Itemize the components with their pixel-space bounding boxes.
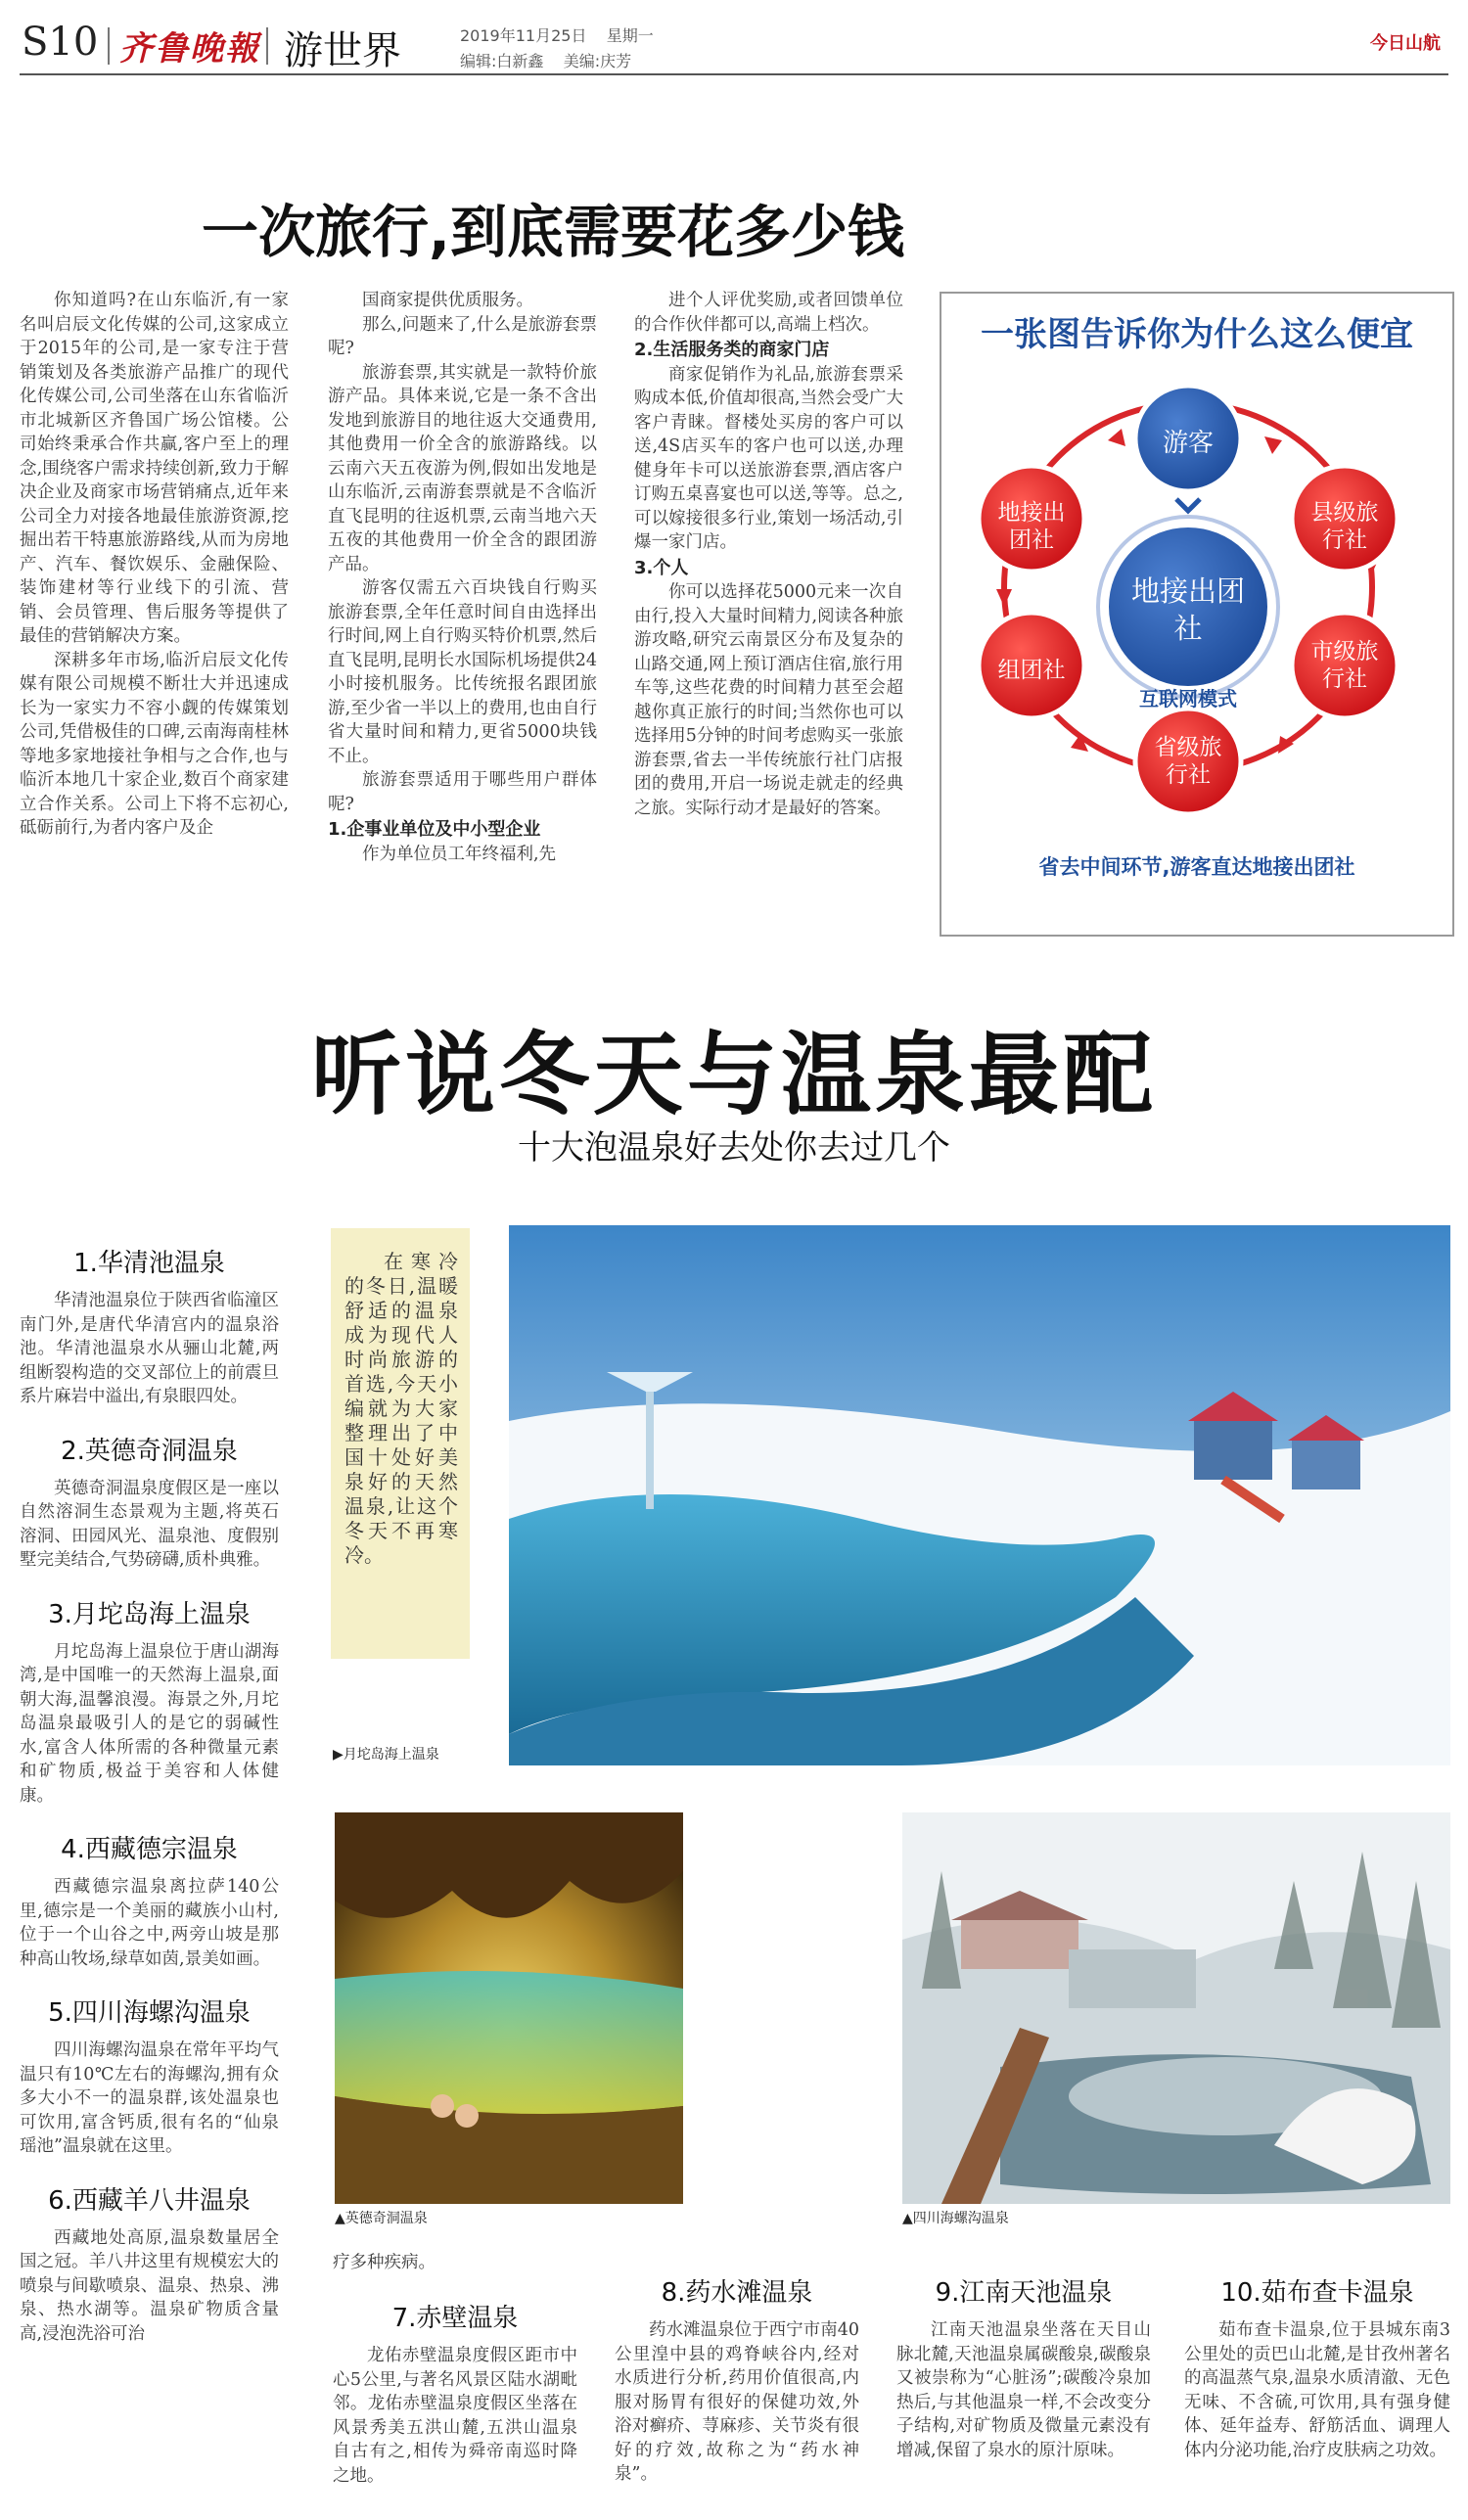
caption-hailuogou: ▲四川海螺沟温泉 [902,2211,1009,2226]
node-label-local: 地接出团社 [997,500,1066,553]
spring-text: 西藏地处高原,温泉数量居全国之冠。羊八井这里有规模宏大的喷泉与间歇喷泉、温泉、热泉、沸泉、热水湖等。温泉矿物质含量高,浸泡洗浴可治 [20,2227,279,2344]
spring-text: 药水滩温泉位于西宁市南40公里湟中县的鸡脊峡谷内,经对水质进行分析,药用价值很高,内服对肠胃有很好的保健功效,外浴对癣疥、荨麻疹、关节炎有很好的疗效,故称之为“药水神泉”。 [615,2320,859,2484]
spring-item-9 [896,2272,1151,2462]
spring-title: 5.四川海螺沟温泉 [48,1998,251,2028]
weekday-text: 星期一 [606,26,654,45]
spring-text: 西藏德宗温泉离拉萨140公里,德宗是一个美丽的藏族小山村,位于一个山谷之中,两旁山坡是那种高山牧场,绿草如茵,景美如画。 [20,1877,279,1969]
photo-hailuogou [902,1812,1450,2204]
spring-item [20,1993,279,2159]
article1-paragraph: 进个人评优奖励,或者回馈单位的合作伙伴都可以,高端上档次。 [634,291,903,335]
editor-credits [460,49,631,71]
caption-yuetuo: ▶月坨岛海上温泉 [333,1747,439,1763]
article1-paragraph: 商家促销作为礼品,旅游套票采购成本低,价值却很高,当然会受广大客户青睐。督楼处买房的客户可以送,4S店买车的客户也可以送,办理健身年卡可以送旅游套票,酒店客户订购五桌喜宴也可以送,等等。总之,可以嫁接很多行业,策划一场活动,引爆一家门店。 [634,364,903,552]
header-divider [108,27,110,65]
article1-column-2 [328,289,597,866]
node-label-group: 组团社 [997,658,1066,683]
article1-paragraph: 你可以选择花5000元来一次自由行,投入大量时间精力,阅读各种旅游攻略,研究云南景区分布及复杂的山路交通,网上预订酒店住宿,旅行用车等,这些花费的时间精力甚至会超越你真正旅行的时间;当然你也可以选择用5分钟的时间考虑购买一张旅游套票,省去一半传统旅行社门店报团的费用,开启一场说走就走的经典之旅。实际行动才是最好的答案。 [634,582,903,818]
article1-paragraph: 游客仅需五六百块钱自行购买旅游套票,全年任意时间自由选择出行时间,网上自行购买特价机票,然后直飞昆明,昆明长水国际机场提供24小时接机服务。比传统报名跟团旅游,至少省一半以上的费用,也由自行省大量时间和精力,更省5000块钱不止。 [328,578,597,766]
intro-box [331,1228,470,1659]
editor-text: 编辑:白新鑫 [460,52,544,70]
spring-item [20,1243,279,1409]
node-label-city: 市级旅行社 [1310,639,1379,692]
article1-column-3 [634,289,903,820]
photo-yingde-image [335,1812,683,2204]
page-number: S10 [22,20,99,65]
photo-hailuogou-image [902,1812,1450,2204]
article1-column-1 [20,289,289,841]
spring-title: 2.英德奇洞温泉 [61,1436,238,1466]
photo-yuetuo-island [509,1225,1450,1765]
article1-headline: 一次旅行,到底需要花多少钱 [201,199,905,265]
spring-text: 龙佑赤壁温泉度假区距市中心5公里,与著名风景区陆水湖毗邻。龙佑赤壁温泉度假区坐落在风景秀美五洪山麓,五洪山温泉自古有之,相传为舜帝南巡时降之地。 [333,2346,577,2486]
article1-paragraph: 国商家提供优质服务。 [362,291,533,310]
article2-headline: 听说冬天与温泉最配 [310,1023,1157,1127]
node-label-tourist: 游客 [1162,429,1214,458]
spring-text: 月坨岛海上温泉位于唐山湖海湾,是中国唯一的天然海上温泉,面朝大海,温馨浪漫。海景之外,月坨岛温泉最吸引人的是它的弱碱性水,富含人体所需的各种微量元素和矿物质,极益于美容和人体健康。 [20,1641,279,1806]
spring-item [20,1594,279,1809]
spring-title: 7.赤壁温泉 [391,2304,519,2333]
intro-text: 在寒冷的冬日,温暖舒适的温泉成为现代人时尚旅游的首选,今天小编就为大家整理出了中国十处好美泉好的天然温泉,让这个冬天不再寒冷。 [344,1250,458,1567]
spring-title: 4.西藏德宗温泉 [61,1835,238,1864]
header-divider [266,27,268,65]
brand-label: 今日山航 [1370,33,1441,54]
spring-item-8 [615,2272,859,2487]
spring-text: 疗多种疾病。 [333,2253,436,2272]
infographic-box [940,292,1454,937]
node-label-province: 省级旅行社 [1154,735,1222,788]
spring-title: 1.华清池温泉 [73,1249,225,1278]
down-arrow [1176,499,1200,511]
publish-date [460,23,654,46]
infographic-title: 一张图告诉你为什么这么便宜 [981,315,1413,354]
center-label: 地接出团社 [1130,574,1245,645]
caption-yingde: ▲英德奇洞温泉 [335,2211,428,2226]
article1-paragraph: 作为单位员工年终福利,先 [362,844,557,864]
article1-paragraph: 旅游套票适用于哪些用户群体呢? [328,770,597,814]
spring-list-left [20,1243,279,2346]
article1-paragraph: 旅游套票,其实就是一款特价旅游产品。具体来说,它是一条不含出发地到旅游目的地往返大交通费用,其他费用一价全含的旅游路线。以云南六天五夜游为例,假如出发地是山东临沂,云南游套票就是不含临沂直飞昆明的往返机票,云南当地六天五夜的其他费用一价全含的跟团游产品。 [328,362,597,574]
center-sublabel: 互联网模式 [1139,687,1237,710]
photo-yingde-cave [335,1812,683,2204]
article1-subheading: 1.企事业单位及中小型企业 [328,819,541,840]
article1-subheading: 2.生活服务类的商家门店 [634,340,830,360]
article2-subhead: 十大泡温泉好去处你去过几个 [518,1128,950,1168]
spring-title: 9.江南天池温泉 [935,2278,1113,2308]
spring-text: 英德奇洞温泉度假区是一座以自然溶洞生态景观为主题,将英石溶洞、田园风光、温泉池、度假别墅完美结合,气势磅礴,质朴典雅。 [20,1478,279,1570]
spring-title: 10.茹布查卡温泉 [1220,2278,1414,2308]
article1-paragraph: 深耕多年市场,临沂启辰文化传媒有限公司规模不断壮大并迅速成长为一家实力不容小觑的传媒策划公司,凭借极佳的口碑,云南海南桂林等地多家地接社争相与之合作,也与临沂本地几十家企业,数百个商家建立合作关系。公司上下将不忘初心,砥砺前行,为者内客户及企 [20,650,289,838]
spring-title: 6.西藏羊八井温泉 [48,2185,251,2216]
photo-yuetuo-image [509,1225,1450,1765]
spring-item-10 [1184,2272,1450,2462]
section-title: 游世界 [284,28,401,73]
spring-item [20,1431,279,1573]
designer-text: 美编:庆芳 [563,52,632,70]
article1-subheading: 3.个人 [634,557,689,578]
article1-paragraph: 那么,问题来了,什么是旅游套票呢? [328,314,597,358]
article1-paragraph: 你知道吗?在山东临沂,有一家名叫启辰文化传媒的公司,这家成立于2015年的公司,是一家专注于营销策划及各类旅游产品推广的现代化传媒公司,公司坐落在山东省临沂市北城新区齐鲁国广场公馆楼。公司始终秉承合作共赢,客户至上的理念,围绕客户需求持续创新,致力于解决企业及商家市场营销痛点,近年来公司全力对接各地最佳旅游资源,挖掘出若干特惠旅游路线,从而为房地产、汽车、餐饮娱乐、金融保险、装饰建材等行业线下的引流、营销、会员管理、售后服务等提供了最佳的营销解决方案。 [20,291,289,646]
spring-text: 江南天池温泉坐落在天目山脉北麓,天池温泉属碳酸泉,碳酸泉又被崇称为“心脏汤”;碳酸冷泉加热后,与其他温泉一样,不会改变分子结构,对矿物质及微量元素没有增减,保留了泉水的原汁原味。 [896,2320,1151,2460]
node-label-county: 县级旅行社 [1310,500,1379,553]
spring-title: 8.药水滩温泉 [661,2278,813,2308]
spring-title: 3.月坨岛海上温泉 [48,1599,251,1629]
spring-text: 四川海螺沟温泉在常年平均气温只有10℃左右的海螺沟,拥有众多大小不一的温泉群,该处温泉也可饮用,富含钙质,很有名的“仙泉瑶池”温泉就在这里。 [20,2040,279,2156]
spring-item [20,2180,279,2347]
infographic-footer: 省去中间环节,游客直达地接出团社 [1038,855,1355,879]
spring-text-tail [333,2251,587,2275]
spring-text: 茹布查卡温泉,位于县城东南3公里处的贡巴山北麓,是甘孜州著名的高温蒸气泉,温泉水质清澈、无色无味、不含硫,可饮用,具有强身健体、延年益寿、舒筋活血、调理人体内分泌功能,治疗皮肤病之功效。 [1184,2320,1450,2460]
header-rule [20,73,1448,75]
spring-text: 华清池温泉位于陕西省临潼区南门外,是唐代华清宫内的温泉浴池。华清池温泉水从骊山北麓,两组断裂构造的交叉部位上的前震旦系片麻岩中溢出,有泉眼四处。 [20,1291,279,1406]
cycle-arrow [1264,436,1282,454]
spring-item [20,1829,279,1971]
spring-item-7 [333,2298,577,2488]
date-text: 2019年11月25日 [460,26,587,45]
cycle-arrow [1108,429,1125,446]
cycle-arrow [996,589,1012,607]
paper-logo: 齐鲁晚報 [119,29,260,69]
